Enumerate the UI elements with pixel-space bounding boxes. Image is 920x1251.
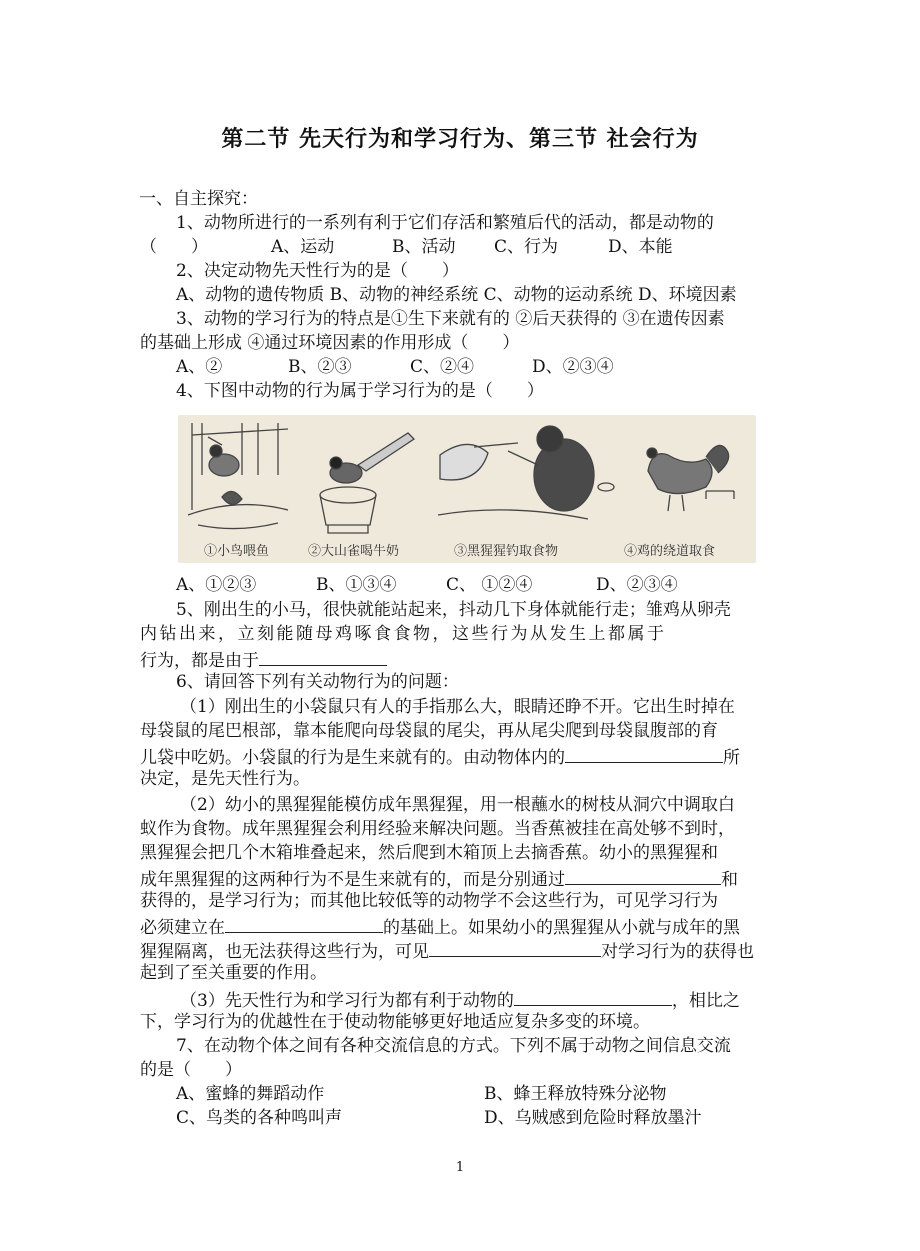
- q6-p3-line1: [180, 987, 740, 1012]
- caption-bird-feeding-fish: ①小鸟喂鱼: [204, 544, 270, 559]
- q3-option-b: B、②③: [288, 357, 352, 377]
- q2-options: A、动物的遗传物质 B、动物的神经系统 C、动物的运动系统 D、环境因素: [176, 285, 737, 305]
- q6-p2-line3: 黑猩猩会把几个木箱堆叠起来，然后爬到木箱顶上去摘香蕉。幼小的黑猩猩和: [140, 843, 718, 863]
- caption-chimpanzee: ③黑猩猩钓取食物: [454, 544, 559, 559]
- q6-p1-line3: [140, 744, 740, 769]
- q5-line3: [140, 647, 387, 672]
- q6-p2-line8: 起到了至关重要的作用。: [140, 963, 327, 983]
- q7-option-b: B、蜂王释放特殊分泌物: [484, 1084, 667, 1104]
- q6-p2-line6: [140, 914, 740, 939]
- q3-option-a: A、②: [176, 357, 223, 377]
- q6-p2-line7: [140, 938, 754, 963]
- q6-p3-line1-end: ，相比之: [671, 991, 740, 1011]
- q6-p2-line7-end: 对学习行为的获得也: [601, 942, 754, 962]
- section-heading: 一、自主探究：: [139, 189, 258, 209]
- q3-option-c: C、②④: [410, 357, 475, 377]
- chimpanzee-drawing: [438, 426, 614, 519]
- q3-option-d: D、②③④: [532, 357, 614, 377]
- q6-p1-line3-end: 所: [723, 748, 740, 768]
- caption-rooster-detour: ④鸡的绕道取食: [624, 544, 716, 559]
- q5-line2: 内钻出来，立刻能随母鸡啄食食物，这些行为从发生上都属于: [140, 624, 667, 644]
- q7-option-a: A、蜜蜂的舞蹈动作: [176, 1084, 325, 1104]
- q4-option-c: C、 ①②④: [446, 575, 533, 595]
- q1-stem: 1、动物所进行的一系列有利于它们存活和繁殖后代的活动，都是动物的: [176, 213, 714, 233]
- q1-paren: （ ）: [140, 237, 208, 257]
- q6-p2-line2: 蚁作为食物。成年黑猩猩会利用经验来解决问题。当香蕉被挂在高处够不到时，: [140, 819, 735, 839]
- q6-p2-line6-text: 必须建立在: [140, 918, 225, 938]
- page-number: 1: [455, 1160, 465, 1175]
- q6-p1-line4: 决定，是先天性行为。: [140, 769, 310, 789]
- bird-feeding-fish-drawing: [188, 423, 288, 529]
- q7-line2: 的是（ ）: [140, 1060, 242, 1080]
- q1-option-d: D、本能: [608, 237, 673, 257]
- q5-answer-blank[interactable]: [259, 647, 387, 666]
- q6-p2-line4-text: 成年黑猩猩的这两种行为不是生来就有的，而是分别通过: [140, 870, 565, 890]
- q6-p3-line1-text: （3）先天性行为和学习行为都有利于动物的: [180, 991, 514, 1011]
- page-title: 第二节 先天行为和学习行为、第三节 社会行为: [221, 126, 699, 152]
- animal-behavior-figure: [178, 415, 756, 563]
- q6-p1-line1: （1）刚出生的小袋鼠只有人的手指那么大，眼睛还睁不开。它出生时掉在: [180, 697, 735, 717]
- q2-stem: 2、决定动物先天性行为的是（ ）: [176, 261, 459, 281]
- q6-p2-blank-3[interactable]: [429, 938, 601, 957]
- caption-great-tit-milk: ②大山雀喝牛奶: [308, 544, 400, 559]
- q6-p3-blank[interactable]: [514, 987, 672, 1006]
- q6-p1-blank[interactable]: [565, 744, 723, 763]
- rooster-drawing: [647, 445, 734, 511]
- q7-option-d: D、乌贼感到危险时释放墨汁: [484, 1108, 702, 1128]
- q3-line1: 3、动物的学习行为的特点是①生下来就有的 ②后天获得的 ③在遗传因素: [176, 309, 725, 329]
- q7-line1: 7、在动物个体之间有各种交流信息的方式。下列不属于动物之间信息交流: [176, 1036, 731, 1056]
- q6-p2-line4-end: 和: [721, 870, 738, 890]
- q6-p2-line1: （2）幼小的黑猩猩能模仿成年黑猩猩，用一根蘸水的树枝从洞穴中调取白: [180, 795, 735, 815]
- q7-option-c: C、鸟类的各种鸣叫声: [176, 1108, 343, 1128]
- q6-p2-line5: 获得的，是学习行为；而其他比较低等的动物学不会这些行为，可见学习行为: [140, 891, 718, 911]
- q1-option-c: C、行为: [494, 237, 559, 257]
- q6-p2-line6-end: 的基础上。如果幼小的黑猩猩从小就与成年的黑: [383, 918, 740, 938]
- q4-stem: 4、下图中动物的行为属于学习行为的是（ ）: [176, 381, 544, 401]
- q6-p2-blank-1[interactable]: [565, 866, 721, 885]
- q1-option-a: A、运动: [271, 237, 335, 257]
- q5-line1: 5、刚出生的小马，很快就能站起来，抖动几下身体就能行走；雏鸡从卵壳: [176, 600, 731, 620]
- great-tit-milk-drawing: [320, 433, 414, 533]
- q6-stem: 6、请回答下列有关动物行为的问题：: [176, 672, 459, 692]
- q6-p1-line2: 母袋鼠的尾巴根部，靠本能爬向母袋鼠的尾尖，再从尾尖爬到母袋鼠腹部的育: [140, 721, 718, 741]
- q6-p2-blank-2[interactable]: [225, 914, 383, 933]
- q6-p1-line3-text: 儿袋中吃奶。小袋鼠的行为是生来就有的。由动物体内的: [140, 748, 565, 768]
- q6-p2-line4: [140, 866, 738, 891]
- q4-option-b: B、①③④: [316, 575, 397, 595]
- q6-p3-line2: 下，学习行为的优越性在于使动物能够更好地适应复杂多变的环境。: [140, 1012, 650, 1032]
- q3-line2: 的基础上形成 ④通过环境因素的作用形成（ ）: [140, 333, 520, 353]
- q5-line3-text: 行为，都是由于: [140, 651, 259, 671]
- q4-option-a: A、①②③: [176, 575, 257, 595]
- q6-p2-line7-text: 猩猩隔离，也无法获得这些行为，可见: [140, 942, 429, 962]
- q4-option-d: D、②③④: [596, 575, 678, 595]
- q1-option-b: B、活动: [392, 237, 456, 257]
